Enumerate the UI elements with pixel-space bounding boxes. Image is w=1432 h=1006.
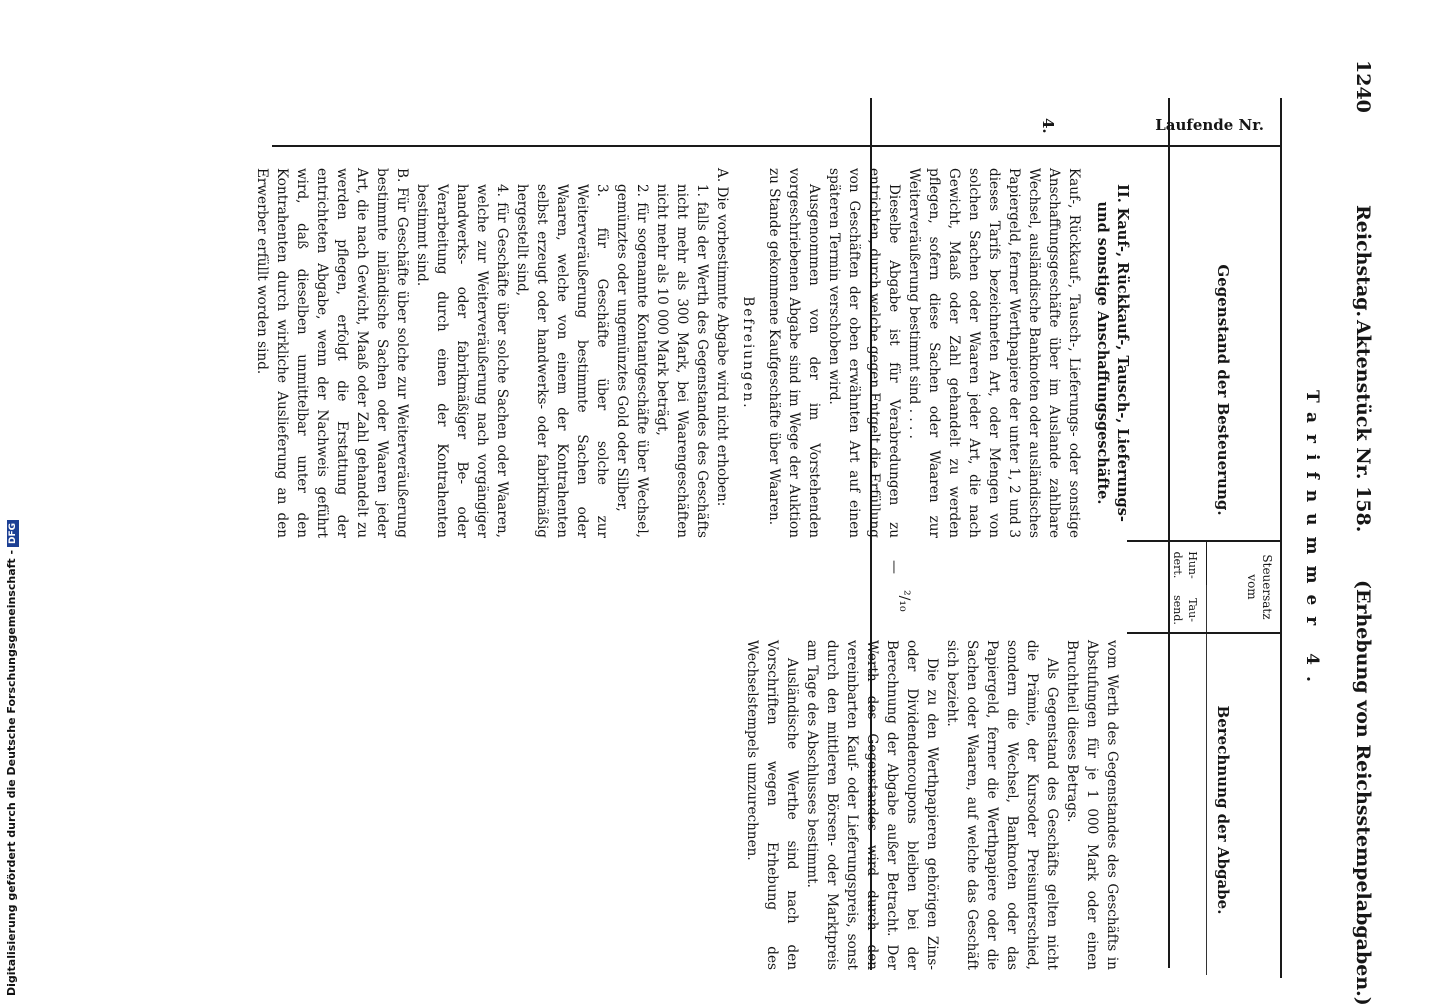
gegenstand-paragraph-2: Dieselbe Abgabe ist für Verabredungen zu entrichten, durch welche gegen Entgelt die Erfüllung von Geschäften der oben erwähnten Art auf einen späteren Termin verschoben wird. — [826, 168, 902, 538]
berechnung-paragraph-4: Ausländische Werthe sind nach den Vorschriften wegen Erhebung des Wechselstempels umzurechnen. — [744, 640, 800, 970]
gegenstand-column — [252, 168, 1132, 538]
col-header-berechnung: Berechnung der Abgabe. — [1214, 705, 1232, 915]
exemption-a2: 2. für sogenannte Kontantgeschäfte über Wechsel, gemünztes oder ungemünztes Gold oder Silber, — [614, 184, 650, 538]
section-title: Tarifnummer 4. — [1302, 390, 1322, 693]
col-header-laufende-nr-label: Laufende Nr. — [1155, 116, 1264, 134]
header-bottom-rule — [272, 145, 1282, 147]
gegenstand-paragraph-1: Kauf-, Rückkauf-, Tausch-, Lieferungs- oder sonstige Anschaffungsgeschäfte über im Auslande zahlbare Wechsel, ausländische Banknoten oder ausländisches Papiergeld, ferner Werthpapiere der unter 1, 2 und 3 dieses Tarifs bezeichneten Art, oder Mengen von solchen Sachen oder Waaren jeder Art, die nach Gewicht, Maaß oder Zahl gehandelt zu werden pflegen, sofern diese Sachen oder Waaren zur Weiterveräußerung bestimmt sind . . . . — [906, 168, 1082, 538]
col-rule-1 — [1168, 98, 1170, 968]
table-top-rule — [1280, 98, 1282, 978]
befreiungen-heading: Befreiungen. — [740, 296, 756, 410]
berechnung-paragraph-1: vom Werth des Gegenstandes des Geschäfts in Abstufungen für je 1 000 Mark oder einen Bruchtheil dieses Betrags. — [1064, 640, 1120, 970]
gegenstand-title: II. Kauf-, Rückkauf-, Tausch-, Lieferungs- und sonstige Anschaffungsgeschäfte. — [1094, 184, 1131, 522]
berechnung-column — [742, 640, 1122, 970]
header-right: (Erhebung von Reichsstempelabgaben.) — [1352, 580, 1374, 1006]
dfg-logo: DFG — [7, 520, 19, 547]
exemption-a4: 4. für Geschäfte über solche Sachen oder Waaren, welche zur Weiterveräußerung nach vorgängiger handwerks- oder fabrikmäßiger Be- oder Verarbeitung durch einen der Kontrahenten bestimmt sind. — [414, 184, 510, 538]
col-header-hundert: Hun-dert. — [1171, 551, 1199, 579]
header-left: Reichstag. — [1352, 205, 1374, 318]
gegenstand-paragraph-3: Ausgenommen von der im Vorstehenden vorgeschriebenen Abgabe sind im Wege der Auktion zu Stande gekommene Kaufgeschäfte über Waaren. — [766, 168, 822, 538]
page-number: 1240 — [1352, 60, 1374, 113]
col-header-gegenstand: Gegenstand der Besteuerung. — [1214, 264, 1232, 516]
col-header-steuersatz: Steuersatz vom — [1245, 554, 1274, 620]
rate-hundert: — — [886, 560, 902, 574]
rate-tausend: ²/₁₀ — [896, 590, 912, 612]
berechnung-divider — [1127, 632, 1282, 634]
credit-text: Digitalisierung gefördert durch die Deutsche Forschungsgemeinschaft - — [5, 549, 18, 996]
exemption-b: B. Für Geschäfte über solche zur Weiterveräußerung bestimmte inländische Sachen oder Waaren jeder Art, die nach Gewicht, Maaß oder Zahl gehandelt zu werden pflegen, erfolgt die Erstattung der entrichteten Abgabe, wenn der Nachweis geführt wird, daß dieselben unmittelbar unter den Kontrahenten durch wirkliche Auslieferung an den Erwerber erfüllt worden sind. — [254, 168, 410, 538]
col-header-tausend: Tau-send. — [1171, 595, 1199, 625]
exemption-a-intro: A. Die vorbestimmte Abgabe wird nicht erhoben: — [714, 168, 730, 507]
berechnung-paragraph-2: Als Gegenstand des Geschäfts gelten nicht die Prämie, der Kursoder Preisunterschied, sondern die Wechsel, Banknoten oder das Papiergeld, ferner die Werthpapiere oder die Sachen oder Waaren, auf welche das Geschäft sich bezieht. — [944, 640, 1060, 970]
exemption-a3: 3. für Geschäfte über solche zur Weiterveräußerung bestimmte Sachen oder Waaren, welche von einem der Kontrahenten selbst erzeugt oder handwerks- oder fabrikmäßig hergestellt sind, — [514, 184, 610, 538]
digitization-credit — [0, 0, 24, 1000]
exemption-a1: 1. falls der Werth des Gegenstandes des Geschäfts nicht mehr als 300 Mark, bei Waarengeschäften nicht mehr als 10 000 Mark beträgt, — [654, 184, 710, 538]
row-number: 4. — [1039, 118, 1057, 134]
rate-mid-rule — [1206, 585, 1207, 975]
header-middle: Aktenstück Nr. 158. — [1352, 320, 1374, 533]
steuersatz-divider — [1127, 540, 1282, 542]
berechnung-paragraph-3: Die zu den Werthpapieren gehörigen Zins- oder Dividendencoupons bleiben bei der Berechnung der Abgabe außer Betracht. Der Werth des Gegenstandes wird durch den vereinbarten Kauf- oder Lieferungspreis, sonst durch den mittleren Börsen- oder Marktpreis am Tage des Abschlusses bestimmt. — [804, 640, 940, 970]
